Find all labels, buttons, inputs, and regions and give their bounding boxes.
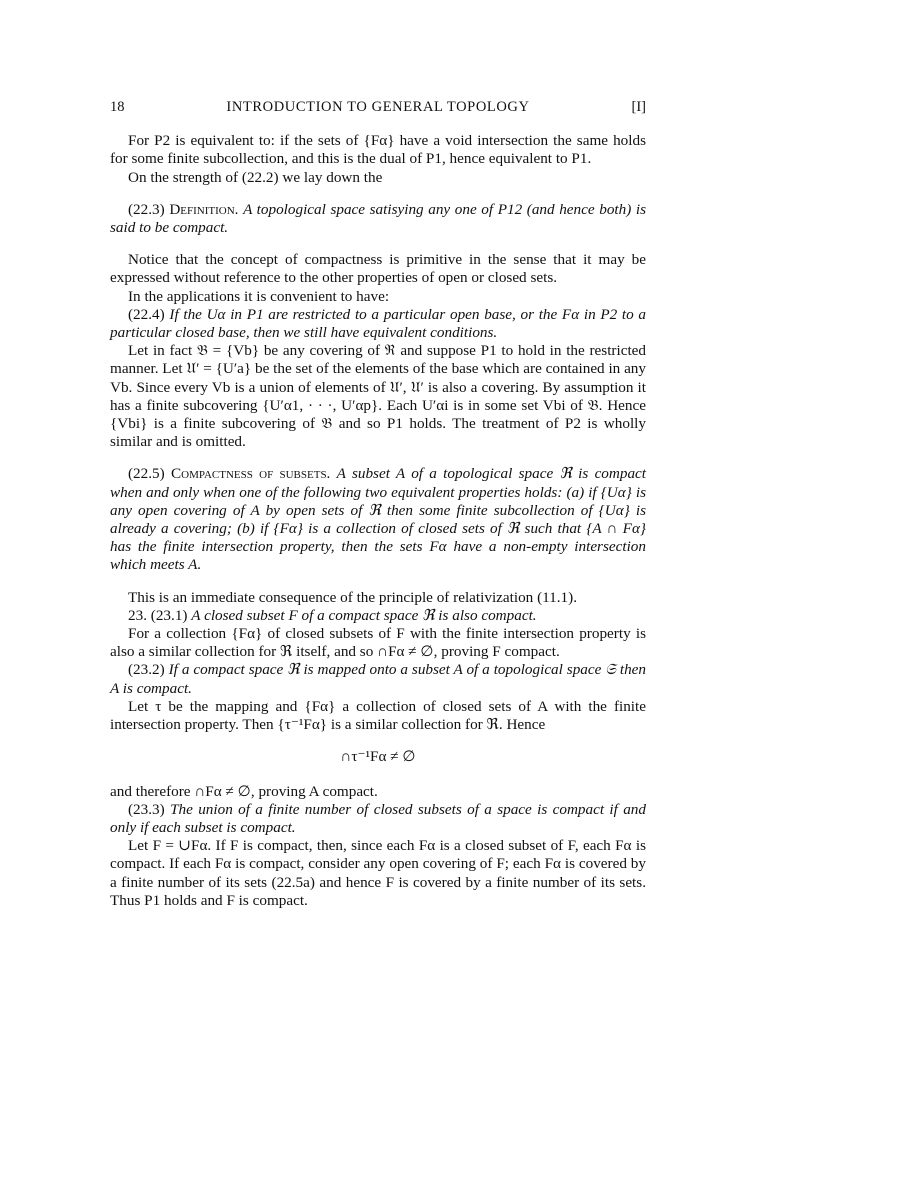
proof-22-4: Let in fact 𝔅 = {Vb} be any covering of ℜ and suppose P1 to hold in the restricted manner. Let 𝔘′ = {U′a} be the set of the elements of the base which are contained in any Vb. Since every Vb is a union of elements of 𝔘′, 𝔘′ is also a covering. By assumption it has a finite subcovering {U′α1, · · ·, U′αp}. Each U′αi is in some set Vbi of 𝔅. Hence {Vbi} is a finite subcovering of 𝔅 and so P1 holds. The treatment of P2 is wholly similar and is omitted. — [110, 342, 646, 451]
proof-23-3: Let F = ∪Fα. If F is compact, then, since each Fα is a closed subset of F, each Fα is compact. If each Fα is compact, consider any open covering of F; each Fα is covered by a finite number of its sets (22.5a) and hence F is covered by a finite number of its sets. Thus P1 holds and F is compact. — [110, 837, 646, 909]
definition-text: A topological space satisying any one of P12 (and hence both) is said to be compact. — [110, 200, 647, 237]
theorem-number: (23.3) — [128, 800, 165, 818]
theorem-23-3 — [110, 801, 646, 837]
theorem-text: The union of a finite number of closed subsets of a space is compact if and only if each subset is compact. — [110, 800, 646, 836]
proof-23-2-conclusion: and therefore ∩Fα ≠ ∅, proving A compact. — [110, 782, 378, 800]
definition-22-3 — [110, 201, 646, 237]
paragraph-strength: On the strength of (22.2) we lay down the — [128, 168, 383, 186]
page-header — [110, 98, 646, 116]
page-number: 18 — [110, 99, 125, 115]
theorem-22-4 — [110, 306, 646, 342]
running-title: INTRODUCTION TO GENERAL TOPOLOGY — [226, 99, 530, 115]
theorem-text: If a compact space ℜ is mapped onto a subset A of a topological space 𝔖 then A is compact. — [110, 661, 647, 697]
theorem-number: (22.5) — [128, 465, 165, 483]
theorem-text: If the Uα in P1 are restricted to a particular open base, or the Fα in P2 to a particular closed base, then we still have equivalent conditions. — [110, 305, 646, 342]
theorem-text: A closed subset F of a compact space ℜ is also compact. — [191, 606, 537, 624]
section-number: 23. — [128, 606, 147, 624]
book-page — [110, 98, 646, 910]
theorem-label: Compactness of subsets. — [171, 465, 331, 483]
theorem-22-5 — [110, 465, 646, 574]
paragraph-p2-equivalence: For P2 is equivalent to: if the sets of {Fα} have a void intersection the same holds for some finite subcollection, and this is the dual of P1, hence equivalent to P1. — [110, 132, 646, 168]
theorem-text: A subset A of a topological space ℜ is compact when and only when one of the following two equivalent properties holds: (a) if {Uα} is any open covering of A by open sets of ℜ then some finite subcollection of {Uα} is already a covering; (b) if {Fα} is a collection of closed sets of ℜ such that {A ∩ Fα} has the finite intersection property, then the sets Fα have a non-empty intersection which meets A. — [110, 465, 647, 574]
paragraph-notice: Notice that the concept of compactness is primitive in the sense that it may be expressed without reference to the other properties of open or closed sets. — [110, 251, 646, 287]
chapter-marker: [I] — [631, 99, 646, 115]
proof-23-2: Let τ be the mapping and {Fα} a collection of closed sets of A with the finite intersection property. Then {τ⁻¹Fα} is a similar collection for ℜ. Hence — [110, 697, 646, 734]
theorem-number: (22.4) — [128, 305, 165, 323]
definition-number: (22.3) — [128, 200, 165, 218]
theorem-number: (23.2) — [128, 661, 165, 679]
display-equation: ∩τ⁻¹Fα ≠ ∅ — [340, 748, 416, 766]
theorem-23-1 — [110, 607, 646, 625]
definition-label: Definition. — [169, 200, 239, 218]
paragraph-applications: In the applications it is convenient to have: — [128, 287, 390, 305]
theorem-number: (23.1) — [150, 606, 188, 624]
proof-23-1: For a collection {Fα} of closed subsets of F with the finite intersection property is also a similar collection for ℜ itself, and so ∩Fα ≠ ∅, proving F compact. — [110, 625, 646, 661]
theorem-23-2 — [110, 661, 646, 697]
paragraph-relativization: This is an immediate consequence of the principle of relativization (11.1). — [128, 588, 578, 606]
